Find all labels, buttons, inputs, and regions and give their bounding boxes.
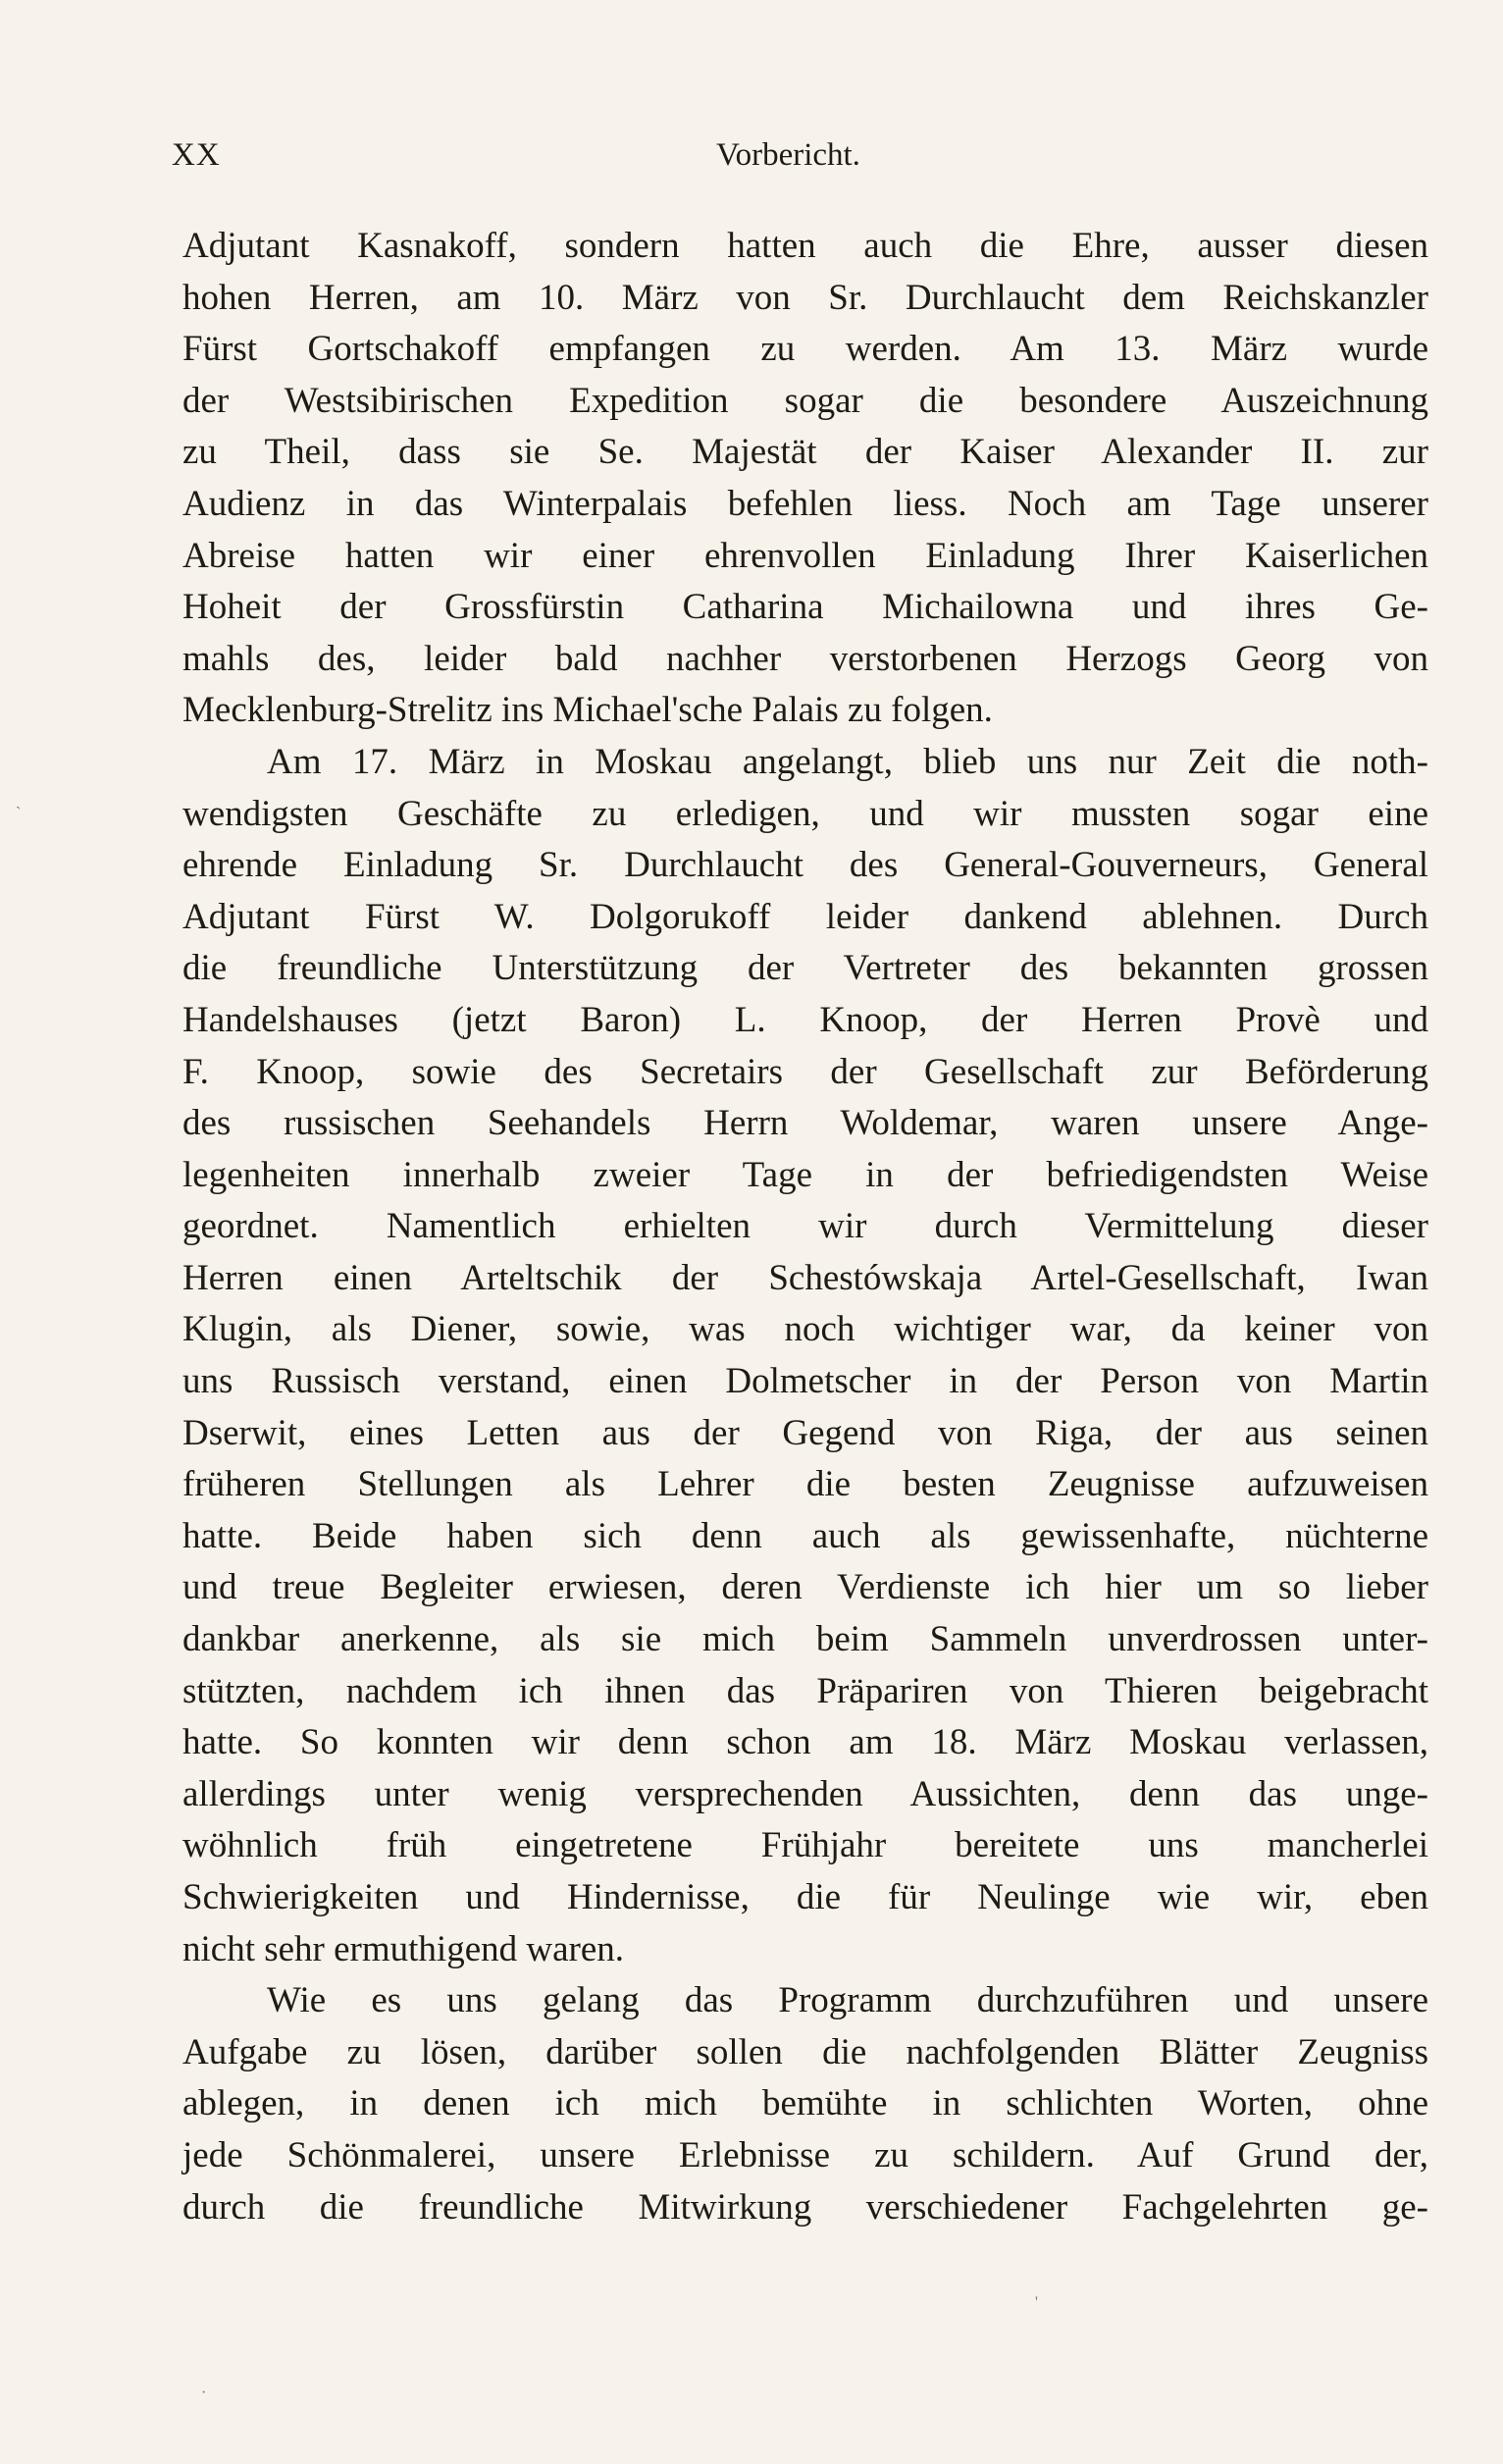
text-line: Aufgabe zu lösen, darüber sollen die nachfolgenden Blätter Zeugniss: [182, 2031, 1428, 2072]
text-line: allerdings unter wenig versprechenden Aussichten, denn das unge-: [182, 1773, 1428, 1814]
text-line: Audienz in das Winterpalais befehlen liess. Noch am Tage unserer: [182, 483, 1428, 524]
text-line: Klugin, als Diener, sowie, was noch wichtiger war, da keiner von: [182, 1309, 1428, 1350]
running-title: Vorbericht.: [716, 137, 860, 173]
text-line: Fürst Gortschakoff empfangen zu werden. Am 13. März wurde: [182, 329, 1428, 370]
text-line: uns Russisch verstand, einen Dolmetscher in der Person von Martin: [182, 1361, 1428, 1402]
page-number: XX: [172, 137, 221, 173]
text-line: Handelshauses (jetzt Baron) L. Knoop, der Herren Provè und: [182, 999, 1428, 1040]
text-line: ablegen, in denen ich mich bemühte in schlichten Worten, ohne: [182, 2083, 1428, 2124]
text-line: früheren Stellungen als Lehrer die besten Zeugnisse aufzuweisen: [182, 1464, 1428, 1505]
text-line: die freundliche Unterstützung der Vertreter des bekannten grossen: [182, 948, 1428, 989]
text-line: dankbar anerkenne, als sie mich beim Sammeln unverdrossen unter-: [182, 1619, 1428, 1660]
text-line: Adjutant Fürst W. Dolgorukoff leider dankend ablehnen. Durch: [182, 896, 1428, 937]
paragraph-end-line: nicht sehr ermuthigend waren.: [182, 1928, 625, 1969]
paper-speck: ·: [201, 2385, 207, 2401]
text-line: Hoheit der Grossfürstin Catharina Michailowna und ihres Ge-: [182, 587, 1428, 628]
text-line: geordnet. Namentlich erhielten wir durch Vermittelung dieser: [182, 1206, 1428, 1247]
text-line: Abreise hatten wir einer ehrenvollen Einladung Ihrer Kaiserlichen: [182, 535, 1428, 576]
text-line: mahls des, leider bald nachher verstorbenen Herzogs Georg von: [182, 638, 1428, 679]
text-line: Schwierigkeiten und Hindernisse, die für Neulinge wie wir, eben: [182, 1877, 1428, 1917]
paragraph-start-line: Am 17. März in Moskau angelangt, blieb uns nur Zeit die noth-: [267, 741, 1428, 782]
text-line: hatte. So konnten wir denn schon am 18. März Moskau verlassen,: [182, 1722, 1428, 1763]
text-line: hatte. Beide haben sich denn auch als gewissenhafte, nüchterne: [182, 1515, 1428, 1556]
text-line: ehrende Einladung Sr. Durchlaucht des General-Gouverneurs, General: [182, 845, 1428, 886]
text-line: durch die freundliche Mitwirkung verschiedener Fachgelehrten ge-: [182, 2186, 1428, 2228]
paper-speck: `: [16, 805, 22, 821]
text-line: stützten, nachdem ich ihnen das Präpariren von Thieren beigebracht: [182, 1670, 1428, 1711]
text-line: zu Theil, dass sie Se. Majestät der Kaiser Alexander II. zur: [182, 432, 1428, 473]
text-line: des russischen Seehandels Herrn Woldemar, waren unsere Ange-: [182, 1103, 1428, 1144]
text-line: F. Knoop, sowie des Secretairs der Gesellschaft zur Beförderung: [182, 1051, 1428, 1092]
text-line: legenheiten innerhalb zweier Tage in der befriedigendsten Weise: [182, 1154, 1428, 1195]
text-line: wöhnlich früh eingetretene Frühjahr bereitete uns mancherlei: [182, 1825, 1428, 1866]
text-line: Dserwit, eines Letten aus der Gegend von Riga, der aus seinen: [182, 1412, 1428, 1453]
paragraph-start-line: Wie es uns gelang das Programm durchzuführen und unsere: [267, 1980, 1428, 2021]
paper-speck: ': [1035, 2294, 1038, 2311]
text-line: Adjutant Kasnakoff, sondern hatten auch die Ehre, ausser diesen: [182, 226, 1428, 266]
text-line: hohen Herren, am 10. März von Sr. Durchlaucht dem Reichskanzler: [182, 277, 1428, 318]
paragraph-end-line: Mecklenburg-Strelitz ins Michael'sche Palais zu folgen.: [182, 690, 993, 731]
page-header: [172, 137, 1427, 186]
body-text: [182, 221, 1428, 2233]
text-line: und treue Begleiter erwiesen, deren Verdienste ich hier um so lieber: [182, 1567, 1428, 1608]
text-line: wendigsten Geschäfte zu erledigen, und wir mussten sogar eine: [182, 793, 1428, 834]
text-line: der Westsibirischen Expedition sogar die besondere Auszeichnung: [182, 380, 1428, 421]
text-line: jede Schönmalerei, unsere Erlebnisse zu schildern. Auf Grund der,: [182, 2134, 1428, 2176]
text-line: Herren einen Arteltschik der Schestówskaja Artel-Gesellschaft, Iwan: [182, 1257, 1428, 1298]
